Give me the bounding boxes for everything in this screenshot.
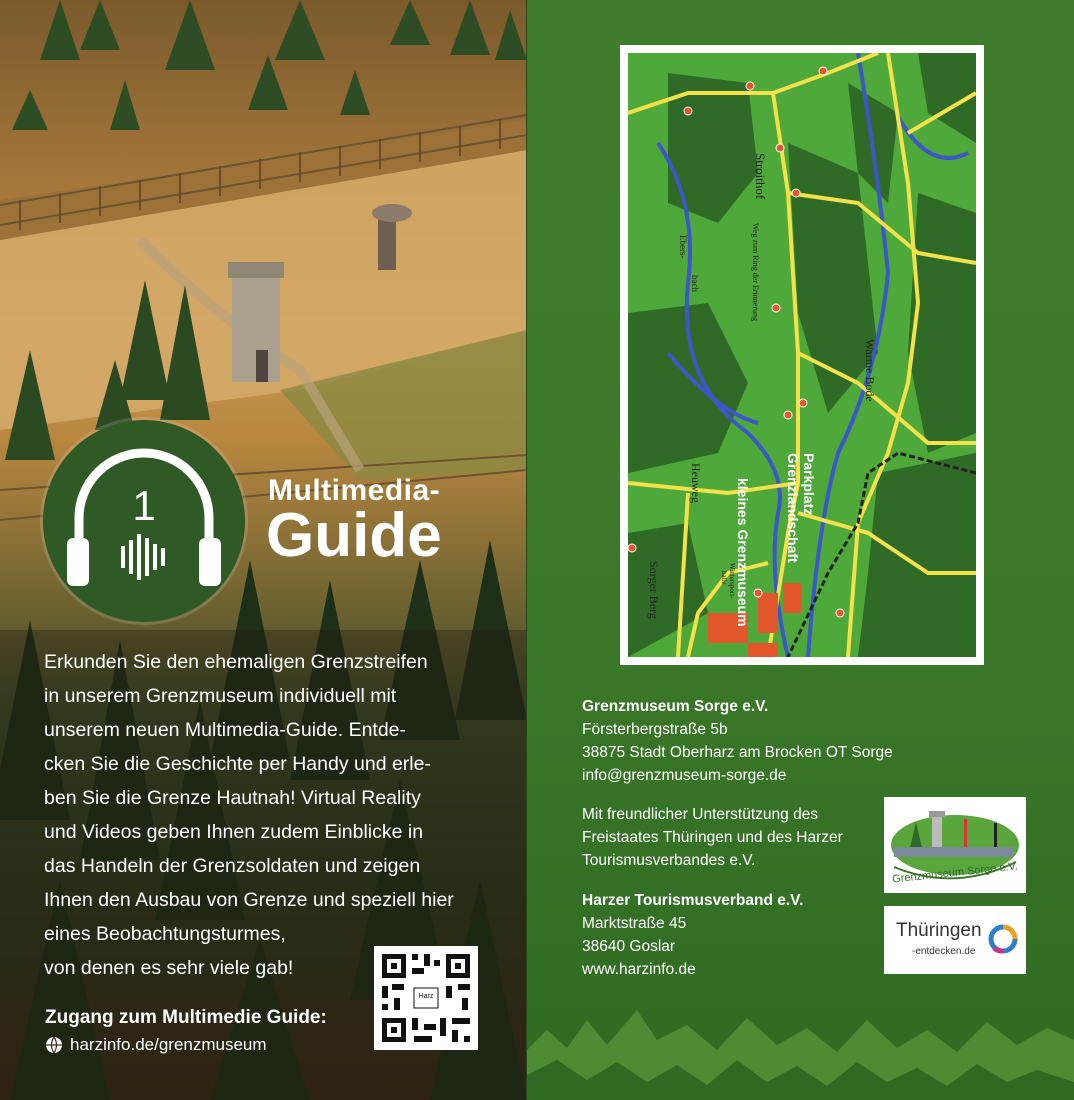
map-label-parkplatz: Parkplatz bbox=[801, 453, 817, 516]
map-label-halle: halle bbox=[720, 571, 728, 585]
description-line: eines Beobachtungsturmes, bbox=[44, 923, 286, 945]
access-label: Zugang zum Multimedie Guide: bbox=[45, 1007, 327, 1028]
access-link[interactable] bbox=[45, 1035, 267, 1055]
museum-street: Försterbergstraße 5b bbox=[582, 721, 728, 738]
htv-street: Marktstraße 45 bbox=[582, 915, 687, 932]
support-line: Tourismusverbandes e.V. bbox=[582, 852, 756, 869]
location-map[interactable] bbox=[620, 45, 984, 665]
description-line: unserem neuen Multimedia-Guide. Entde- bbox=[44, 719, 407, 741]
description-line: das Handeln der Grenzsoldaten und zeigen bbox=[44, 855, 421, 877]
description-line: und Videos geben Ihnen zudem Einblicke in bbox=[44, 821, 424, 843]
left-panel bbox=[0, 0, 527, 1100]
thueringen-subtext: -entdecken.de bbox=[912, 946, 976, 957]
globe-icon bbox=[45, 1036, 63, 1054]
museum-email[interactable]: info@grenzmuseum-sorge.de bbox=[582, 767, 787, 784]
museum-city: 38875 Stadt Oberharz am Brocken OT Sorge bbox=[582, 744, 893, 761]
tree-silhouettes bbox=[527, 990, 1074, 1100]
support-line: Freistaates Thüringen und des Harzer bbox=[582, 829, 843, 846]
map-label-ebers: Ebers- bbox=[678, 235, 688, 259]
map-label-sorger-berg: Sorger Berg bbox=[647, 561, 661, 619]
description-line: in unserem Grenzmuseum individuell mit bbox=[44, 685, 397, 707]
htv-city: 38640 Goslar bbox=[582, 938, 676, 955]
map-label-heuweg: Heuweg bbox=[689, 463, 703, 503]
map-label-wintersport: Wintersport- bbox=[728, 563, 736, 599]
thueringen-text: Thüringen bbox=[896, 920, 982, 941]
map-label-stroithof: Stroithof bbox=[753, 153, 768, 200]
badge-number: 1 bbox=[132, 482, 156, 529]
museum-contact bbox=[582, 695, 893, 787]
htv-name: Harzer Tourismusverband e.V. bbox=[582, 892, 804, 909]
description-line: von denen es sehr viele gab! bbox=[44, 957, 294, 979]
thueringen-logo bbox=[884, 906, 1026, 974]
guide-title-line1: Multimedia- bbox=[268, 474, 441, 507]
description-line: Erkunden Sie den ehemaligen Grenzstreifen bbox=[44, 651, 428, 673]
support-note bbox=[582, 803, 843, 872]
description-text bbox=[44, 645, 478, 985]
htv-contact bbox=[582, 889, 803, 981]
guide-title-line2: Guide bbox=[266, 501, 442, 570]
grenzmuseum-logo bbox=[884, 797, 1026, 893]
qr-label: Harz bbox=[418, 993, 434, 1000]
description-line: cken Sie die Geschichte per Handy und erle- bbox=[44, 753, 431, 775]
support-line: Mit freundlicher Unterstützung des bbox=[582, 806, 819, 823]
map-label-warme-bode: Warme Bode bbox=[863, 339, 877, 402]
access-link-text: harzinfo.de/grenzmuseum bbox=[70, 1035, 267, 1054]
qr-code[interactable] bbox=[374, 946, 478, 1050]
map-label-weg-ring: Weg zum Ring der Erinnerung bbox=[751, 223, 760, 321]
multimedia-guide-badge bbox=[43, 420, 245, 622]
htv-web[interactable]: www.harzinfo.de bbox=[582, 961, 696, 978]
museum-logo-text: Grenzmuseum Sorge e.V. bbox=[891, 860, 1019, 886]
museum-name: Grenzmuseum Sorge e.V. bbox=[582, 698, 769, 715]
map-label-kleines-grenzmuseum: kleines Grenzmuseum bbox=[735, 478, 751, 627]
description-line: ben Sie die Grenze Hautnah! Virtual Reality bbox=[44, 787, 421, 809]
thueringen-ring-icon bbox=[988, 924, 1018, 954]
map-label-grenzlandschaft: Grenzlandschaft bbox=[785, 453, 801, 563]
description-line: Ihnen den Ausbau von Grenze und speziell hier bbox=[44, 889, 454, 911]
map-label-bach: bach bbox=[690, 275, 700, 292]
